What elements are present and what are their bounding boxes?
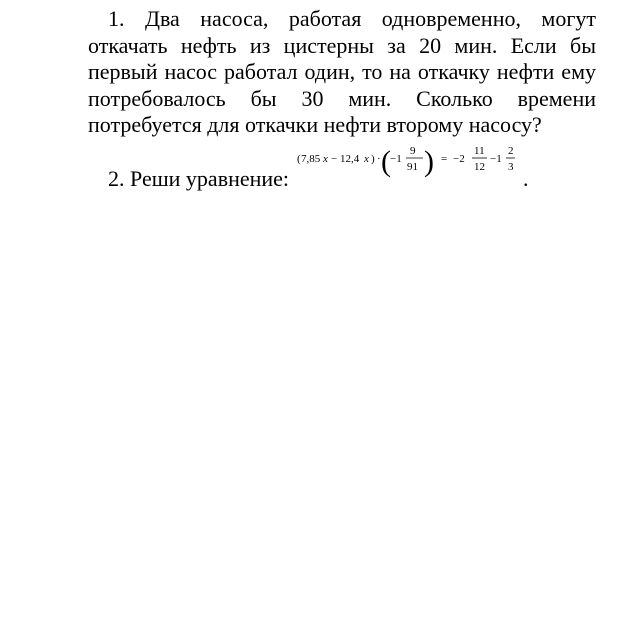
eq-frac3-num: 2 <box>508 145 514 157</box>
eq-frac1-num: 9 <box>410 145 416 157</box>
problem-2-label: 2. Реши уравнение: <box>108 166 290 191</box>
eq-frac1-den: 91 <box>407 161 418 173</box>
eq-frac2-num: 11 <box>474 145 485 157</box>
equation <box>296 140 536 184</box>
eq-coef-2: 12,4 <box>340 153 360 165</box>
eq-rhs-whole-1: −2 <box>453 153 465 165</box>
eq-rhs-whole-2: −1 <box>490 153 502 165</box>
eq-var-2: x <box>364 153 369 165</box>
eq-open-paren: ( <box>297 153 301 165</box>
problem-1-text: 1. Два насоса, работая одновременно, могут откачать нефть из цистерны за 20 мин. Если бы первый насос работал один, то на откачку нефти ему потребовалось бы 30 мин. Сколько времени потребуется для откачки нефти второму насосу? <box>88 6 596 137</box>
eq-close-paren: ) <box>371 153 375 165</box>
eq-equals: = <box>441 153 448 165</box>
eq-dot: · <box>377 153 381 165</box>
problem-2-period: . <box>523 166 529 191</box>
eq-neg-whole: −1 <box>390 153 402 165</box>
eq-coef-1: 7,85 <box>301 153 321 165</box>
eq-frac2-den: 12 <box>474 161 485 173</box>
eq-minus-1: − <box>331 153 338 165</box>
eq-big-open-paren: ( <box>381 145 391 178</box>
eq-big-close-paren: ) <box>424 145 434 178</box>
eq-frac3-den: 3 <box>508 161 514 173</box>
eq-var-1: x <box>323 153 328 165</box>
